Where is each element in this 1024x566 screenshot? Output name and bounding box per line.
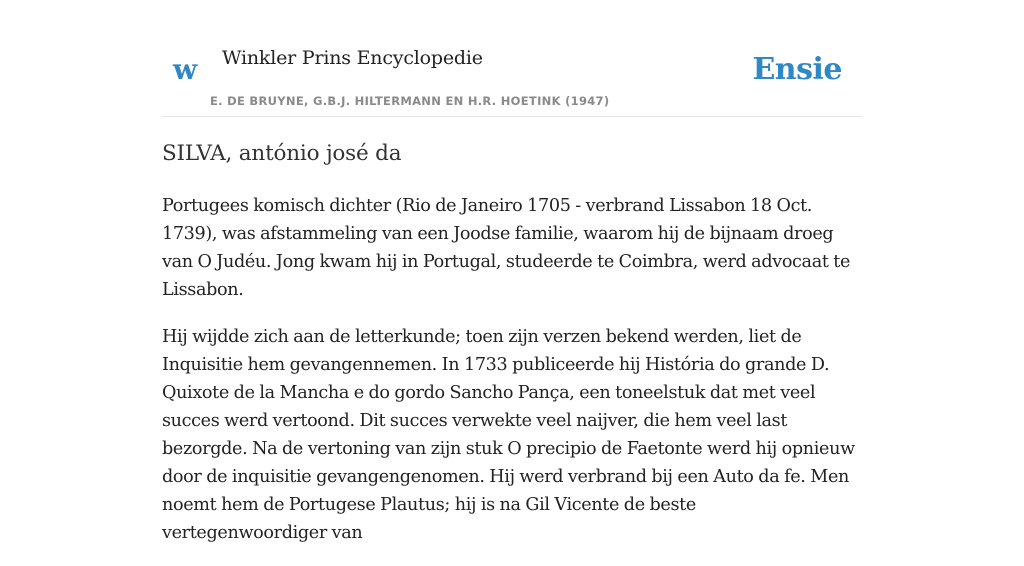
header	[162, 0, 862, 117]
page	[162, 0, 862, 543]
entry-paragraph: Portugees komisch dichter (Rio de Janeiro 1705 - verbrand Lissabon 18 Oct. 1739), was afstammeling van een Joodse familie, waarom hij de bijnaam droeg van O Judéu. Jong kwam hij in Portugal, studeerde te Coimbra, werd advocaat te Lissabon.	[162, 196, 851, 300]
entry-title: SILVA, antónio josé da	[162, 141, 402, 166]
entry-body	[162, 192, 862, 566]
brand-logo[interactable]: Ensie	[752, 52, 842, 87]
source-authors: E. DE BRUYNE, G.B.J. HILTERMANN EN H.R. HOETINK (1947)	[210, 94, 610, 108]
source-logo[interactable]: w	[173, 53, 198, 86]
entry-paragraph: Hij wijdde zich aan de letterkunde; toen zijn verzen bekend werden, liet de Inquisitie hem gevangennemen. In 1733 publiceerde hij História do grande D. Quixote de la Mancha e do gordo Sancho Pança, een toneelstuk dat met veel succes werd vertoond. Dit succes verwekte veel naijver, die hem veel last bezorgde. Na de vertoning van zijn stuk O precipio de Faetonte werd hij opnieuw door de inquisitie gevangengenomen. Hij werd verbrand bij een Auto da fe. Men noemt hem de Portugese Plautus; hij is na Gil Vicente de beste vertegenwoordiger van	[162, 327, 855, 543]
source-title[interactable]: Winkler Prins Encyclopedie	[222, 47, 483, 69]
